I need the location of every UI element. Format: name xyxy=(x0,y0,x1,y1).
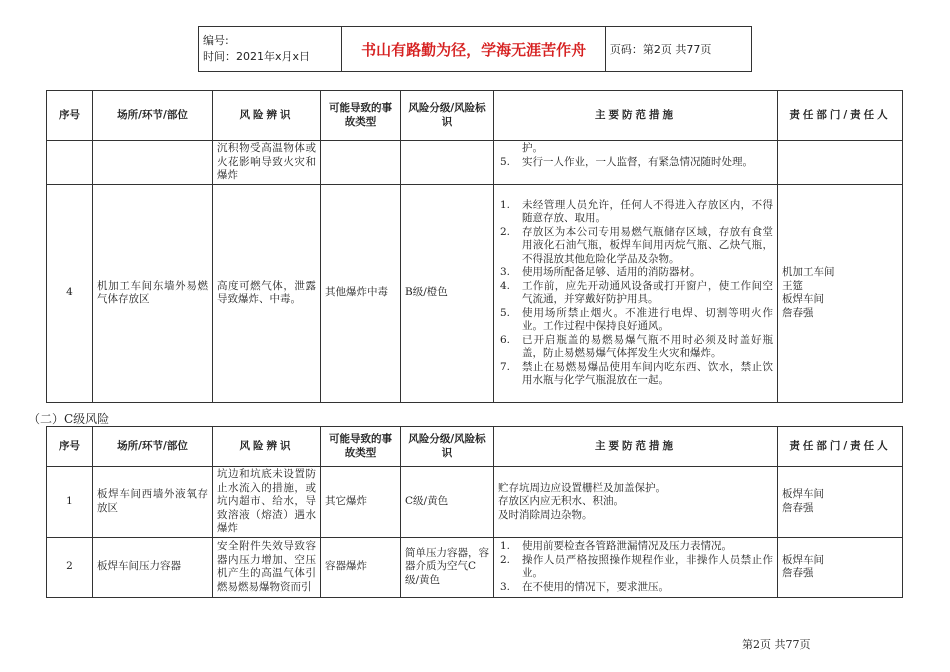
header-place: 场所/环节/部位 xyxy=(93,427,213,467)
table-header-row xyxy=(47,91,903,141)
resp-person: 王筵 xyxy=(782,279,803,292)
row-number: 2 xyxy=(47,537,93,597)
row-number: 4 xyxy=(47,184,93,402)
measure-item: 1. 使用前要检查各管路泄漏情况及压力表情况。 xyxy=(500,540,732,552)
measures-cell xyxy=(494,467,778,538)
table-header-row xyxy=(47,427,903,467)
table-row xyxy=(47,141,903,185)
table-row xyxy=(47,537,903,597)
resp-dept: 板焊车间 xyxy=(782,293,824,305)
measures-cell xyxy=(494,141,778,185)
row-number: 1 xyxy=(47,467,93,538)
header-no: 序号 xyxy=(47,427,93,467)
measure-item: 5. 使用场所禁止烟火。不准进行电焊、切割等明火作业。工作过程中保持良好通风。 xyxy=(500,306,773,332)
header-grade: 风险分级/风险标识 xyxy=(401,427,494,467)
page-footer: 第2页 共77页 xyxy=(742,638,811,651)
resp-person: 詹春强 xyxy=(782,501,814,514)
header-risk: 风险辨识 xyxy=(213,91,321,141)
header-measures: 主要防范措施 xyxy=(494,91,778,141)
resp-dept: 机加工车间 xyxy=(782,266,835,278)
risk-cell: 沉积物受高温物体或火花影响导致火灾和爆炸 xyxy=(213,141,321,185)
header-risk: 风险辨识 xyxy=(213,427,321,467)
grade-cell: C级/黄色 xyxy=(401,467,494,538)
measure-line: 贮存坑周边应设置栅栏及加盖保护。 xyxy=(498,481,666,494)
place-cell: 板焊车间压力容器 xyxy=(93,537,213,597)
resp-dept: 板焊车间 xyxy=(782,553,824,566)
doc-number-label: 编号: xyxy=(203,34,229,47)
measure-line: 存放区内应无积水、积油。 xyxy=(498,495,624,507)
doc-info-cell xyxy=(199,27,342,72)
risk-cell: 安全附件失效导致容器内压力增加、空压机产生的高温气体引燃易燃易爆物资而引 xyxy=(213,537,321,597)
section-title: （二）C级风险 xyxy=(28,412,110,426)
page-number-label: 页码：第2页 共77页 xyxy=(605,27,751,72)
measure-item: 1. 未经管理人员允许，任何人不得进入存放区内，不得随意存放、取用。 xyxy=(500,198,773,224)
header-place: 场所/环节/部位 xyxy=(93,91,213,141)
risk-table-b xyxy=(46,90,903,403)
table-row xyxy=(47,184,903,402)
resp-cell xyxy=(778,184,903,402)
risk-cell: 坑边和坑底未设置防止水流入的措施，或坑内超市、给水，导致溶液（熔渣）遇水爆炸 xyxy=(213,467,321,538)
resp-person: 詹春强 xyxy=(782,306,814,319)
measure-item: 3. 在不使用的情况下，要求泄压。 xyxy=(500,580,669,593)
header-accident: 可能导致的事故类型 xyxy=(321,91,401,141)
accident-cell: 其它爆炸 xyxy=(321,467,401,538)
resp-cell xyxy=(778,467,903,538)
measure-item: 2. 存放区为本公司专用易燃气瓶储存区域，存放有食堂用液化石油气瓶，板焊车间用丙烷气瓶、乙炔气瓶，不得混放其他危险化学品及杂物。 xyxy=(500,225,773,265)
measure-item: 护。 xyxy=(522,142,543,154)
header-no: 序号 xyxy=(47,91,93,141)
risk-cell: 高度可燃气体，泄露导致爆炸、中毒。 xyxy=(213,184,321,402)
measure-item: 2. 操作人员严格按照操作规程作业，非操作人员禁止作业。 xyxy=(500,553,773,579)
place-cell: 机加工车间东墙外易燃气体存放区 xyxy=(93,184,213,402)
motto: 书山有路勤为径，学海无涯苦作舟 xyxy=(342,27,605,72)
header-accident: 可能导致的事故类型 xyxy=(321,427,401,467)
measure-item: 7. 禁止在易燃易爆品使用车间内吃东西、饮水，禁止饮用水瓶与化学气瓶混放在一起。 xyxy=(500,360,773,386)
measure-item: 4. 工作前，应先开动通风设备或打开窗户，使工作间空气流通，并穿戴好防护用具。 xyxy=(500,279,773,305)
measures-cell xyxy=(494,184,778,402)
resp-cell xyxy=(778,537,903,597)
table-row xyxy=(47,467,903,538)
place-cell: 板焊车间西墙外液氧存放区 xyxy=(93,467,213,538)
grade-cell: B级/橙色 xyxy=(401,184,494,402)
header-resp: 责任部门/责任人 xyxy=(778,427,903,467)
measures-cell xyxy=(494,537,778,597)
doc-time-label: 时间：2021年x月x日 xyxy=(203,50,311,63)
measure-item: 5. 实行一人作业，一人监督，有紧急情况随时处理。 xyxy=(500,155,753,168)
header-grade: 风险分级/风险标识 xyxy=(401,91,494,141)
resp-dept: 板焊车间 xyxy=(782,488,824,501)
measure-item: 3. 使用场所配备足够、适用的消防器材。 xyxy=(500,266,701,278)
resp-person: 詹春强 xyxy=(782,567,814,579)
measure-line: 及时消除周边杂物。 xyxy=(498,508,593,521)
risk-table-c xyxy=(46,426,903,598)
accident-cell: 容器爆炸 xyxy=(321,537,401,597)
measure-item: 6. 已开启瓶盖的易燃易爆气瓶不用时必须及时盖好瓶盖，防止易燃易爆气体挥发生火灾和爆炸。 xyxy=(500,333,773,359)
page-header xyxy=(198,26,752,72)
accident-cell: 其他爆炸中毒 xyxy=(321,184,401,402)
grade-cell: 简单压力容器，容器介质为空气C级/黄色 xyxy=(401,537,494,597)
header-resp: 责任部门/责任人 xyxy=(778,91,903,141)
header-measures: 主要防范措施 xyxy=(494,427,778,467)
